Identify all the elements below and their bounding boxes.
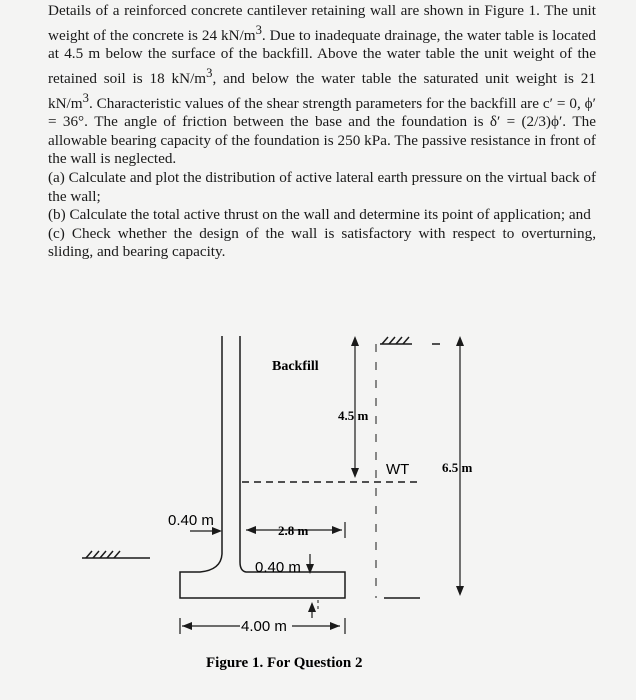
figure-caption: Figure 1. For Question 2 [206, 655, 363, 671]
height-label: 6.5 m [442, 460, 473, 475]
heel-width-label: 2.8 m [278, 523, 309, 538]
ground-toe-hatch [86, 551, 120, 558]
retaining-wall-figure [0, 322, 636, 700]
base-thickness-label: 0.40 m [255, 559, 301, 576]
wt-label: WT [386, 461, 410, 478]
part-a: (a) Calculate and plot the distribution of active lateral earth pressure on the virtual back of the wall; [48, 168, 596, 205]
problem-statement [48, 2, 596, 262]
water-depth-label: 4.5 m [338, 408, 369, 423]
part-b: (b) Calculate the total active thrust on the wall and determine its point of application; and [48, 206, 591, 224]
backfill-label: Backfill [272, 359, 319, 374]
part-c: (c) Check whether the design of the wall is satisfactory with respect to overturning, sliding, and bearing capacity. [48, 224, 596, 261]
stem-thickness-label: 0.40 m [168, 512, 214, 529]
ground-top-hatch [382, 337, 409, 344]
problem-intro: Details of a reinforced concrete cantilever retaining wall are shown in Figure 1. The unit weight of the concrete is 24 $kN/m^3$. Due to inadequate drainage, the water table is located at 4.5 m below the surface of the backfill. Above the water table the unit weight of the retained soil is 18 $kN/m^3$, and below the water table the saturated unit weight is 21 $kN/m^3$. Characteristic values of the shear strength parameters for the backfill are c′ = 0, ϕ′ = 36°. The angle of friction between the base and the foundation is δ′ = (2/3)ϕ′. The allowable bearing capacity of the foundation is 250 kPa. The passive resistance in front of the wall is neglected. [48, 2, 596, 168]
base-width-label: 4.00 m [241, 618, 287, 635]
